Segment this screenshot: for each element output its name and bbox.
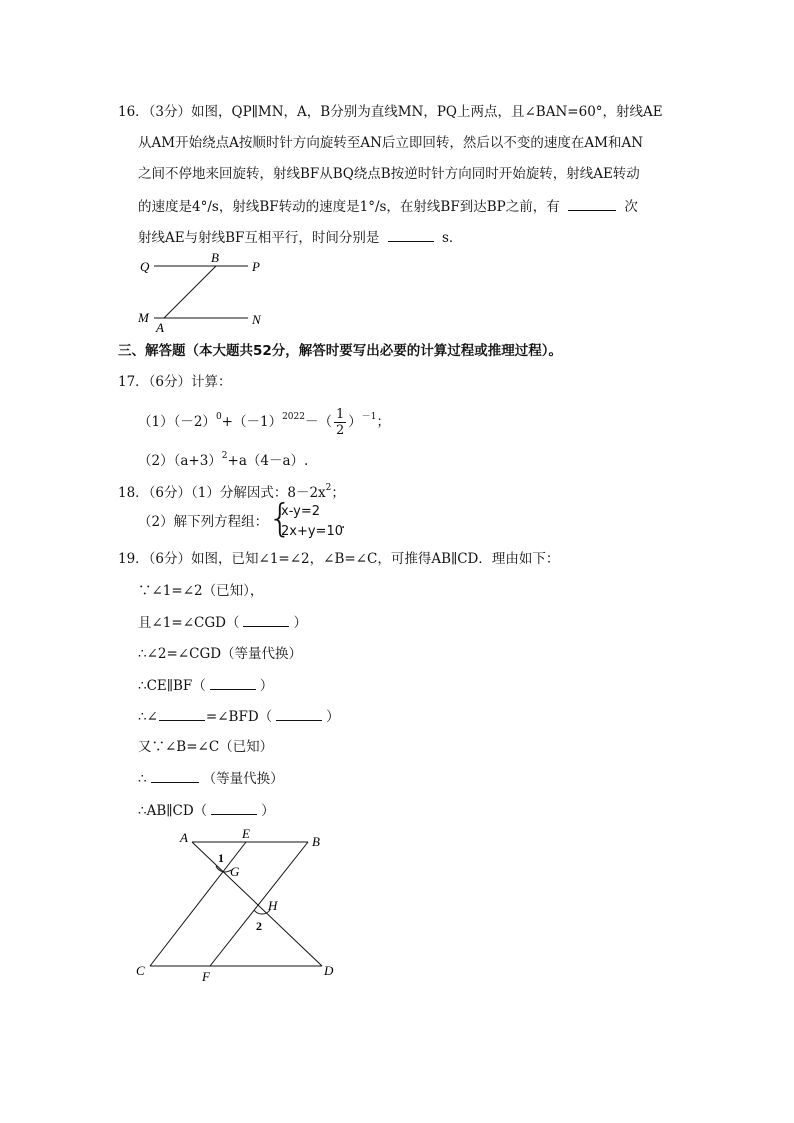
q19-angle-blank[interactable] <box>159 706 205 721</box>
q17-p1-text-b: +（－1） <box>221 414 283 430</box>
label-b: B <box>211 250 219 265</box>
q19-step-5-end: ） <box>326 709 340 725</box>
q19-step-7-text: ∴ <box>138 771 147 787</box>
q19-step-5 <box>138 706 340 727</box>
fraction-numerator: 1 <box>335 407 345 422</box>
q16-line-4-end: 次 <box>624 199 638 215</box>
q19-step-5-mid: =∠BFD（ <box>205 709 273 725</box>
section-3-heading: 三、解答题（本大题共52分，解答时要写出必要的计算过程或推理过程）。 <box>118 343 563 359</box>
q19-reason-blank-3[interactable] <box>276 706 322 721</box>
q16-line-3: 之间不停地来回旋转，射线BF从BQ绕点B按逆时针方向同时开始旋转，射线AE转动 <box>138 166 640 182</box>
q19-reason-blank-2[interactable] <box>210 675 256 690</box>
q16-line-5 <box>138 227 462 248</box>
label-e: E <box>242 826 250 841</box>
label-a: A <box>156 320 164 334</box>
q17-p2-text-a: （2）（a+3） <box>138 453 222 469</box>
q19-reason-blank-4[interactable] <box>211 800 257 815</box>
q17-p1-text-c: －（ <box>304 414 332 430</box>
segment-ad <box>192 842 322 966</box>
q19-step-8-text: ∴AB∥CD（ <box>138 803 208 819</box>
q19-figure <box>130 826 350 986</box>
q16-line-2: 从AM开始绕点A按顺时针方向旋转至AN后立即回转，然后以不变的速度在AM和AN <box>138 135 644 151</box>
equation-1: x-y=2 <box>281 504 321 519</box>
label-angle-2: 2 <box>256 919 262 933</box>
label-n: N <box>252 312 261 327</box>
q17-head: 17．（6分）计算： <box>118 374 232 390</box>
label-m: M <box>138 310 149 325</box>
q17-p1-exp-2022: 2022 <box>282 412 305 422</box>
q18-part-2: （2）解下列方程组： <box>138 514 269 530</box>
label-b: B <box>312 834 320 849</box>
label-d: D <box>324 963 334 978</box>
label-f: F <box>202 969 210 984</box>
q19-step-4 <box>138 675 273 696</box>
q16-figure <box>134 250 274 334</box>
q16-count-blank[interactable] <box>568 196 616 211</box>
segment-bf <box>210 842 308 966</box>
q18-head-text: 18．（6分）（1）分解因式：8－2x <box>118 485 326 501</box>
q19-step-2-text: 且∠1=∠CGD（ <box>138 615 240 631</box>
q19-step-5-text: ∴∠ <box>138 709 158 725</box>
label-g: G <box>230 864 240 879</box>
q18-head-end: ； <box>331 485 345 501</box>
q17-p1-text-d: ） <box>348 414 362 430</box>
q17-p1-exp-neg1: －1 <box>361 412 377 422</box>
q17-p1-text-a: （1）（－2） <box>138 414 216 430</box>
q19-conclusion-blank[interactable] <box>151 768 199 783</box>
label-c: C <box>136 963 145 978</box>
q16-line-5-end: s． <box>442 230 463 246</box>
q16-line-1: 16．（3分）如图，QP∥MN，A，B分别为直线MN，PQ上两点，且∠BAN=60°，射线AE <box>118 104 663 120</box>
segment-ce <box>150 842 246 966</box>
q17-p2-exp: 2 <box>221 451 228 461</box>
equation-period: . <box>341 516 346 532</box>
q19-step-7-end: （等量代换） <box>202 771 284 787</box>
q19-step-8-end: ） <box>261 803 275 819</box>
q19-step-3: ∴∠2=∠CGD（等量代换） <box>138 646 303 662</box>
equation-brace: { <box>268 496 293 540</box>
q17-part-1 <box>138 407 390 438</box>
q16-time-blank[interactable] <box>388 227 434 242</box>
q19-step-2-end: ） <box>293 615 307 631</box>
label-q: Q <box>140 259 150 274</box>
label-p: P <box>252 259 260 274</box>
q19-step-6: 又∵∠B=∠C（已知） <box>138 739 274 755</box>
q17-p2-text-b: +a（4－a）. <box>227 453 309 469</box>
q19-step-8 <box>138 800 275 821</box>
label-h: H <box>268 898 278 913</box>
q19-reason-blank-1[interactable] <box>243 612 289 627</box>
fraction-denominator: 2 <box>335 423 345 438</box>
q16-line-5-text: 射线AE与射线BF互相平行，时间分别是 <box>138 230 380 246</box>
q19-head: 19．（6分）如图，已知∠1=∠2，∠B=∠C，可推得AB∥CD．理由如下： <box>118 551 560 567</box>
q18-head-exp: 2 <box>325 483 332 493</box>
q17-p1-exp-0: 0 <box>215 412 222 422</box>
q16-line-4-text: 的速度是4°/s，射线BF转动的速度是1°/s，在射线BF到达BP之前，有 <box>138 199 560 215</box>
equation-2: 2x+y=10 <box>281 524 343 539</box>
q19-step-4-text: ∴CE∥BF（ <box>138 678 206 694</box>
q19-step-4-end: ） <box>259 678 274 694</box>
q19-step-7 <box>138 768 284 789</box>
segment-ab <box>164 266 216 318</box>
q17-part-2 <box>138 446 308 471</box>
q19-step-2 <box>138 612 307 633</box>
label-a: A <box>180 830 188 845</box>
q17-fraction <box>334 407 346 438</box>
q16-line-4 <box>138 196 638 217</box>
label-angle-1: 1 <box>218 851 224 865</box>
q17-p1-text-e: ； <box>376 414 390 430</box>
q19-step-1: ∵∠1=∠2（已知）， <box>138 583 264 599</box>
q18-head <box>118 478 345 503</box>
